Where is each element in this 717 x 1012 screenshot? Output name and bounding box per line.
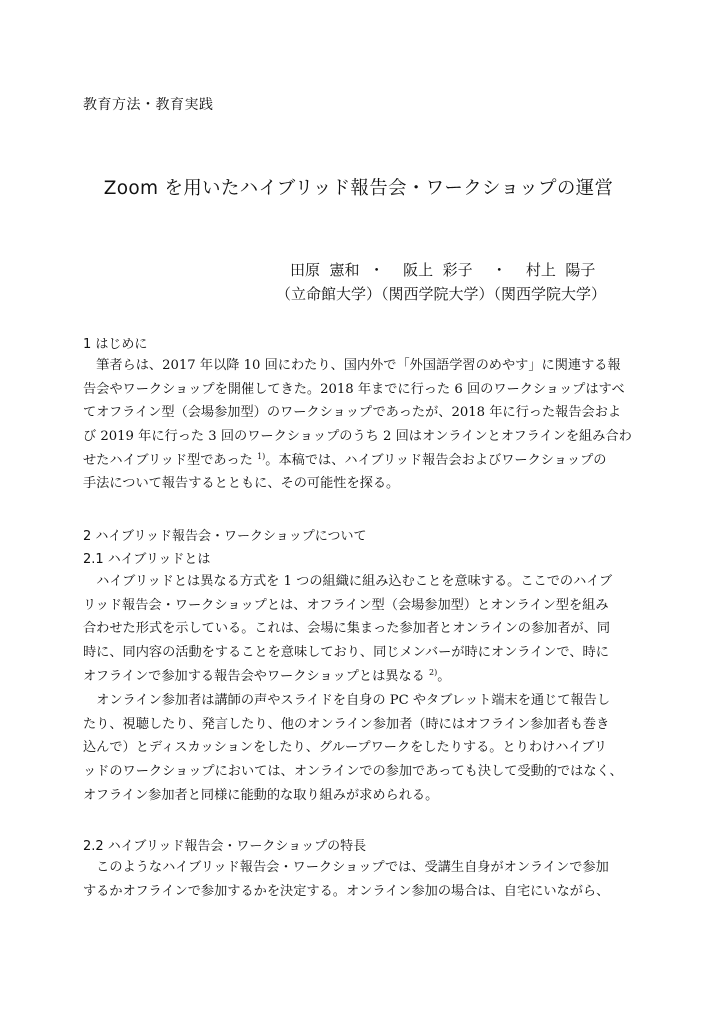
- text-line: 合わせた形式を示している。これは、会場に集まった参加者とオンラインの参加者が、同: [83, 621, 611, 637]
- affiliations-line: （立命館大学）（関西学院大学）（関西学院大学）: [276, 285, 607, 303]
- section-2-2-heading: 2.2 ハイブリッド報告会・ワークショップの特長: [83, 839, 367, 854]
- text-line: び 2019 年に行った 3 回のワークショップのうち 2 回はオンラインとオフラインを組み合わ: [83, 429, 632, 445]
- section-1-paragraph: [83, 354, 635, 496]
- section-2-heading: 2 ハイブリッド報告会・ワークショップについて: [83, 529, 367, 544]
- text-line: [83, 665, 635, 689]
- text-line: ッドのワークショップにおいては、オンラインでの参加であっても決して受動的ではなく、: [83, 764, 623, 780]
- text-fragment: 。本稿では、ハイブリッド報告会およびワークショップの: [265, 452, 607, 468]
- text-line: [83, 449, 635, 473]
- text-line: するかオフラインで参加するかを決定する。オンライン参加の場合は、自宅にいながら、: [83, 883, 610, 899]
- section-2-2-paragraph: [83, 856, 635, 903]
- text-line: オフライン参加者と同様に能動的な取り組みが求められる。: [83, 787, 439, 803]
- text-line: 手法について報告するとともに、その可能性を探る。: [83, 476, 400, 492]
- reference-1: 1): [257, 451, 266, 461]
- text-line: 筆者らは、2017 年以降 10 回にわたり、国内外で「外国語学習のめやす」に関連する報: [83, 358, 621, 373]
- category-label: 教育方法・教育実践: [83, 97, 214, 113]
- text-line: ハイブリッドとは異なる方式を 1 つの組織に組み込むことを意味する。ここでのハイブ: [83, 574, 613, 589]
- section-2-1-paragraph-1: [83, 570, 635, 688]
- text-fragment: オフラインで参加する報告会やワークショップとは異なる: [83, 668, 425, 684]
- reference-2: 2): [429, 667, 438, 677]
- section-1-heading: 1 はじめに: [83, 337, 148, 352]
- text-line: リッド報告会・ワークショップとは、オフライン型（会場参加型）とオンライン型を組み: [83, 597, 609, 613]
- text-line: オンライン参加者は講師の声やスライドを自身の PC やタブレット端末を通じて報告し: [83, 693, 611, 708]
- text-line: てオフライン型（会場参加型）のワークショップであったが、2018 年に行った報告会およ: [83, 405, 622, 421]
- text-fragment: せたハイブリッド型であった: [83, 452, 253, 468]
- section-2-1-paragraph-2: [83, 689, 635, 807]
- text-fragment: 。: [437, 668, 451, 684]
- text-line: このようなハイブリッド報告会・ワークショップでは、受講生自身がオンラインで参加: [83, 860, 609, 875]
- section-2-1-heading: 2.1 ハイブリッドとは: [83, 552, 211, 567]
- text-line: 時に、同内容の活動をすることを意味しており、同じメンバーが時にオンラインで、時に: [83, 645, 609, 661]
- paper-title: Zoom を用いたハイブリッド報告会・ワークショップの運営: [103, 178, 614, 199]
- text-line: 告会やワークショップを開催してきた。2018 年までに行った 6 回のワークショップはすべ: [83, 381, 625, 397]
- authors-line: 田原 憲和 ・ 阪上 彩子 ・ 村上 陽子: [290, 261, 596, 279]
- text-line: 込んで）とディスカッションをしたり、グループワークをしたりする。とりわけハイブリ: [83, 740, 608, 756]
- text-line: たり、視聴したり、発言したり、他のオンライン参加者（時にはオフライン参加者も巻き: [83, 716, 610, 732]
